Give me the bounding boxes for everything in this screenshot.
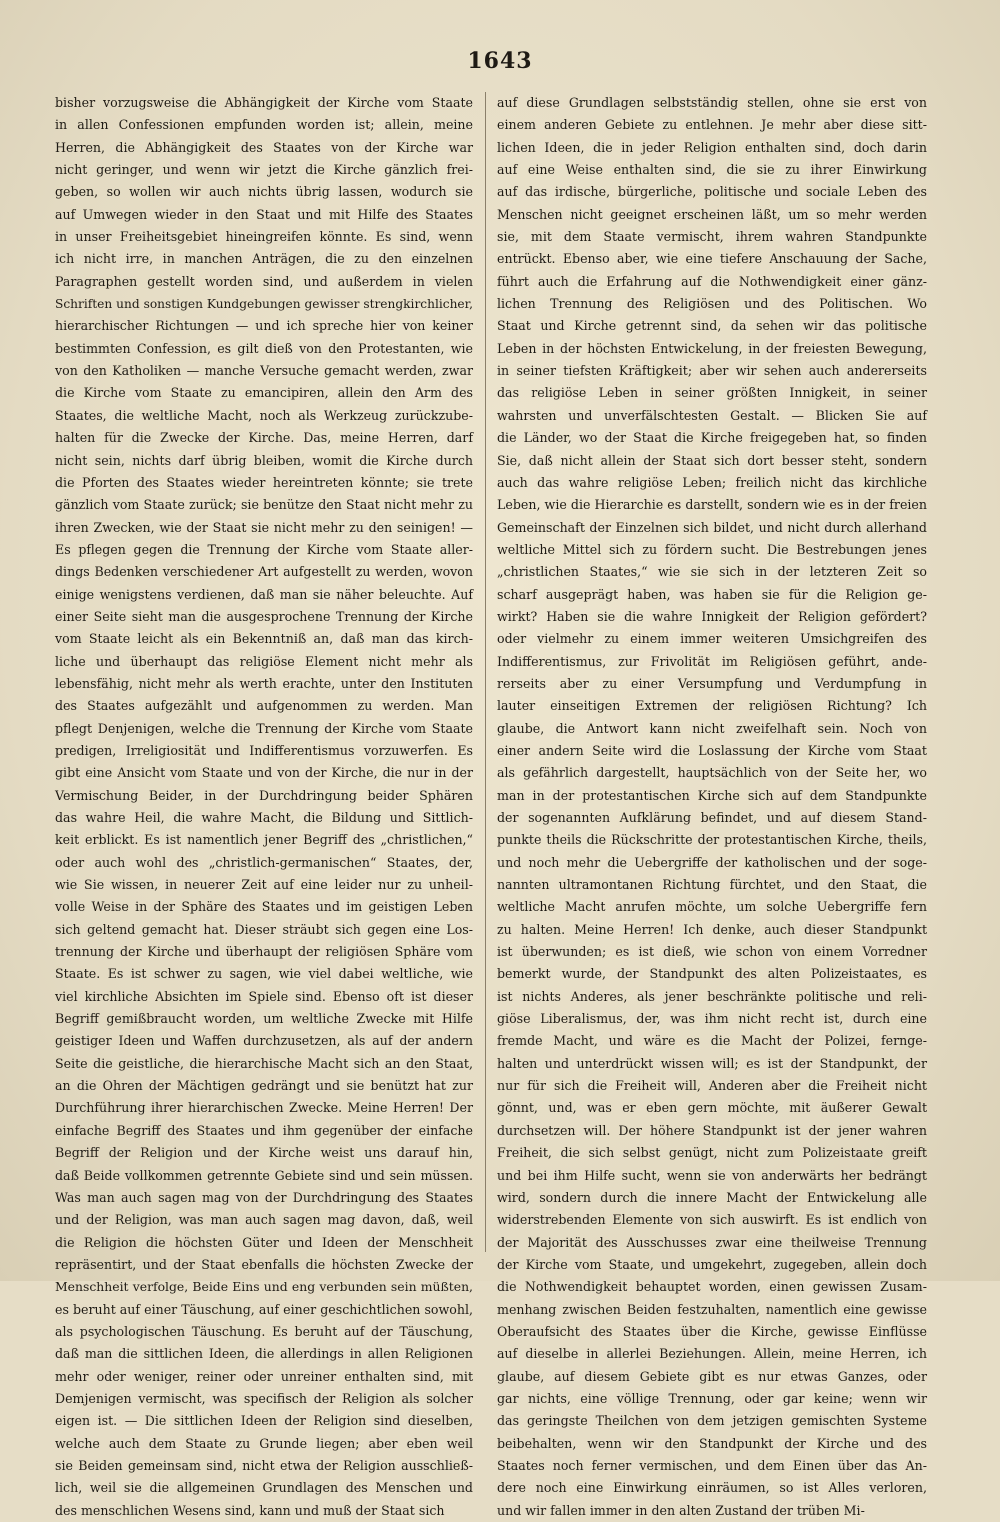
text-line: ich nicht irre, in manchen Anträgen, die zu den einzelnen [55,251,473,267]
text-line: lauter einseitigen Extremen der religiösen Richtung? Ich [497,698,927,714]
text-line: des Staates aufgezählt und aufgenommen zu werden. Man [55,698,473,714]
text-line: der Kirche vom Staate, und umgekehrt, zugegeben, allein doch [497,1256,927,1272]
text-line: nicht sein, nichts darf übrig bleiben, womit die Kirche durch [55,452,473,468]
text-line: daß man die sittlichen Ideen, die allerdings in allen Religionen [55,1346,473,1362]
text-line: durchsetzen will. Der höhere Standpunkt ist der jener wahren [497,1122,927,1138]
text-line: punkte theils die Rückschritte der protestantischen Kirche, theils, [497,832,927,848]
text-line: pflegt Denjenigen, welche die Trennung der Kirche vom Staate [55,720,473,736]
left-text-column [55,92,473,1518]
text-line: und wir fallen immer in den alten Zustand der trüben Mi- [497,1502,865,1518]
text-line: der Majorität des Ausschusses zwar eine theilweise Trennung [497,1234,927,1250]
text-line: an die Ohren der Mächtigen gedrängt und sie benützt hat zur [55,1078,473,1094]
text-line: oder auch wohl des „christlich-germanischen“ Staates, der, [55,854,473,870]
text-line: einer andern Seite wird die Loslassung der Kirche vom Staat [497,742,927,758]
text-line: gibt eine Ansicht vom Staate und von der Kirche, die nur in der [55,765,473,781]
text-line: volle Weise in der Sphäre des Staates und im geistigen Leben [55,899,473,915]
text-line: geben, so wollen wir auch nichts übrig lassen, wodurch sie [55,184,473,200]
text-line: und bei ihm Hilfe sucht, wenn sie von anderwärts her bedrängt [497,1167,927,1183]
text-line: Staat und Kirche getrennt sind, da sehen wir das politische [497,318,927,334]
text-line: Indifferentismus, zur Frivolität im Religiösen geführt, ande- [497,653,927,669]
text-line: Staates noch ferner vermischen, und dem Einen über das An- [497,1457,927,1473]
text-line: in unser Freiheitsgebiet hineingreifen könnte. Es sind, wenn [55,229,473,245]
text-line: Freiheit, die sich selbst genügt, nicht zum Polizeistaate greift [497,1145,927,1161]
text-line: oder vielmehr zu einem immer weiteren Umsichgreifen des [497,631,927,647]
text-line: einige wenigstens verdienen, daß man sie näher beleuchte. Auf [55,586,473,602]
text-line: bemerkt wurde, der Standpunkt des alten Polizeistaates, es [497,966,927,982]
text-line: als gefährlich dargestellt, hauptsächlich von der Seite her, wo [497,765,927,781]
text-line: des menschlichen Wesens sind, kann und muß der Staat sich [55,1502,445,1518]
text-line: der sogenannten Aufklärung befindet, und auf diesem Stand- [497,810,927,825]
text-line: lebensfähig, nicht mehr als werth erachte, unter den Instituten [55,675,473,691]
text-line: Seite die geistliche, die hierarchische Macht sich an den Staat, [55,1055,473,1071]
text-line: halten für die Zwecke der Kirche. Das, meine Herren, darf [55,430,473,446]
text-line: es beruht auf einer Täuschung, auf einer geschichtlichen sowohl, [55,1301,473,1317]
column-divider [485,92,486,1252]
text-line: mehr oder weniger, reiner oder unreiner enthalten sind, mit [55,1368,473,1384]
text-line: geistiger Ideen und Waffen durchzusetzen, als auf der andern [55,1033,473,1049]
text-line: man in der protestantischen Kirche sich auf dem Standpunkte [497,787,927,803]
text-line: das wahre Heil, die wahre Macht, die Bildung und Sittlich- [55,810,473,825]
text-line: bestimmten Confession, es gilt dieß von den Protestanten, wie [55,340,473,356]
text-line: menhang zwischen Beiden festzuhalten, namentlich eine gewisse [497,1301,927,1317]
text-line: einem anderen Gebiete zu entlehnen. Je mehr aber diese sitt- [497,117,927,133]
text-line: auf eine Weise enthalten sind, die sie zu ihrer Einwirkung [497,162,927,178]
text-line: die Pforten des Staates wieder hereintreten könnte; sie trete [55,474,473,490]
text-line: wirkt? Haben sie die wahre Innigkeit der Religion gefördert? [497,608,927,624]
text-line: Es pflegen gegen die Trennung der Kirche vom Staate aller- [55,541,473,557]
text-line: auf dieselbe in allerlei Beziehungen. Allein, meine Herren, ich [497,1346,927,1362]
text-line: entrückt. Ebenso aber, wie eine tiefere Anschauung der Sache, [497,251,927,267]
text-line: lichen Trennung des Religiösen und des Politischen. Wo [497,296,927,312]
text-line: ist überwunden; es ist dieß, wie schon von einem Vorredner [497,944,927,960]
text-line: sich geltend gemacht hat. Dieser sträubt sich gegen eine Los- [55,921,473,937]
text-line: gar nichts, eine völlige Trennung, oder gar keine; wenn wir [497,1390,927,1406]
text-line: auf das irdische, bürgerliche, politische und sociale Leben des [497,184,927,200]
text-line: Leben, wie die Hierarchie es darstellt, sondern wie es in der freien [497,497,927,513]
text-line: glaube, auf diesem Gebiete gibt es nur etwas Ganzes, oder [497,1368,927,1384]
text-line: wird, sondern durch die innere Macht der Entwickelung alle [497,1189,927,1205]
text-line: das religiöse Leben in seiner größten Innigkeit, in seiner [497,385,927,401]
text-line: Staate. Es ist schwer zu sagen, wie viel dabei weltliche, wie [55,966,473,982]
text-line: hierarchischer Richtungen — und ich spreche hier von keiner [55,318,473,334]
text-line: Leben in der höchsten Entwickelung, in der freiesten Bewegung, [497,340,927,356]
text-line: das geringste Theilchen von dem jetzigen gemischten Systeme [497,1413,927,1429]
text-line: führt auch die Erfahrung auf die Nothwendigkeit einer gänz- [497,273,927,289]
text-line: Paragraphen gestellt worden sind, und außerdem in vielen [55,273,473,289]
text-line: Begriff gemißbraucht worden, um weltliche Zwecke mit Hilfe [55,1011,473,1027]
text-line: predigen, Irreligiosität und Indifferentismus vorzuwerfen. Es [55,742,473,758]
text-line: die Religion die höchsten Güter und Ideen der Menschheit [55,1234,473,1250]
text-line: Menschen nicht geeignet erscheinen läßt, um so mehr werden [497,206,927,222]
text-line: die Nothwendigkeit behauptet worden, einen gewissen Zusam- [497,1279,927,1295]
text-line: wie Sie wissen, in neuerer Zeit auf eine leider nur zu unheil- [55,877,473,893]
text-line: Durchführung ihrer hierarchischen Zwecke. Meine Herren! Der [55,1100,473,1116]
text-line: welche auch dem Staate zu Grunde liegen; aber eben weil [55,1435,473,1451]
text-line: nannten ultramontanen Richtung fürchtet, und den Staat, die [497,877,927,893]
text-line: Vermischung Beider, in der Durchdringung beider Sphären [55,787,473,803]
text-line: auf Umwegen wieder in den Staat und mit Hilfe des Staates [55,206,473,222]
text-line: nicht geringer, und wenn wir jetzt die Kirche gänzlich frei- [55,162,473,178]
text-line: als psychologischen Täuschung. Es beruht auf der Täuschung, [55,1323,473,1339]
text-line: Demjenigen vermischt, was specifisch der Religion als solcher [55,1390,473,1406]
text-line: ist nichts Anderes, als jener beschränkte politische und reli- [497,988,927,1004]
right-text-column [497,92,927,1518]
text-line: giöse Liberalismus, der, was ihm nicht recht ist, durch eine [497,1011,927,1027]
text-line: keit erblickt. Es ist namentlich jener Begriff des „christlichen,“ [55,832,473,848]
text-line: von den Katholiken — manche Versuche gemacht werden, zwar [55,363,473,379]
text-line: gönnt, und, was er eben gern möchte, mit äußerer Gewalt [497,1100,927,1116]
text-line: in allen Confessionen empfunden worden ist; allein, meine [55,117,473,133]
text-line: sie, mit dem Staate vermischt, ihrem wahren Standpunkte [497,229,927,245]
text-line: lichen Ideen, die in jeder Religion enthalten sind, doch darin [497,139,927,155]
text-line: auch das wahre religiöse Leben; freilich nicht das kirchliche [497,474,927,490]
text-line: lich, weil sie die allgemeinen Grundlagen des Menschen und [55,1480,473,1496]
text-line: vom Staate leicht als ein Bekenntniß an, daß man das kirch- [55,631,473,647]
text-line: wahrsten und unverfälschtesten Gestalt. — Blicken Sie auf [497,407,927,423]
text-line: trennung der Kirche und überhaupt der religiösen Sphäre vom [55,944,473,960]
text-line: Menschheit verfolge, Beide Eins und eng verbunden sein müßten, [55,1279,473,1295]
text-line: liche und überhaupt das religiöse Element nicht mehr als [55,653,473,669]
text-line: Begriff der Religion und der Kirche weist uns darauf hin, [55,1145,473,1161]
text-line: dere noch eine Einwirkung einräumen, so ist Alles verloren, [497,1480,927,1496]
text-line: Sie, daß nicht allein der Staat sich dort besser steht, sondern [497,452,927,468]
text-line: repräsentirt, und der Staat ebenfalls die höchsten Zwecke der [55,1256,473,1272]
text-line: dings Bedenken verschiedener Art aufgestellt zu werden, wovon [55,564,473,580]
text-line: weltliche Mittel sich zu fördern sucht. Die Bestrebungen jenes [497,541,927,557]
text-line: daß Beide vollkommen getrennte Gebiete sind und sein müssen. [55,1167,473,1183]
text-line: rerseits aber zu einer Versumpfung und Verdumpfung in [497,675,927,691]
text-line: zu halten. Meine Herren! Ich denke, auch dieser Standpunkt [497,921,927,937]
text-line: gänzlich vom Staate zurück; sie benütze den Staat nicht mehr zu [55,497,473,513]
text-line: Oberaufsicht des Staates über die Kirche, gewisse Einflüsse [497,1323,927,1339]
text-line: fremde Macht, und wäre es die Macht der Polizei, fernge- [497,1033,927,1049]
text-line: Staates, die weltliche Macht, noch als Werkzeug zurückzube- [55,407,473,423]
text-line: bisher vorzugsweise die Abhängigkeit der Kirche vom Staate [55,95,473,110]
text-line: viel kirchliche Absichten im Spiele sind. Ebenso oft ist dieser [55,988,473,1004]
text-line: ihren Zwecken, wie der Staat sie nicht mehr zu den seinigen! — [55,519,473,535]
text-line: in seiner tiefsten Kräftigkeit; aber wir sehen auch andererseits [497,363,927,379]
text-line: weltliche Macht anrufen möchte, um solche Uebergriffe fern [497,899,927,915]
text-line: auf diese Grundlagen selbstständig stellen, ohne sie erst von [497,95,927,110]
text-line: einer Seite sieht man die ausgesprochene Trennung der Kirche [55,608,473,624]
text-line: halten und unterdrückt wissen will; es ist der Standpunkt, der [497,1055,927,1071]
text-line: beibehalten, wenn wir den Standpunkt der Kirche und des [497,1435,927,1451]
text-line: scharf ausgeprägt haben, was haben sie für die Religion ge- [497,586,927,602]
text-line: Schriften und sonstigen Kundgebungen gewisser strengkirchlicher, [55,297,473,312]
text-line: Herren, die Abhängigkeit des Staates von der Kirche war [55,139,473,155]
text-line: und der Religion, was man auch sagen mag davon, daß, weil [55,1212,473,1228]
page-number: 1643 [467,48,533,74]
text-line: und noch mehr die Uebergriffe der katholischen und der soge- [497,854,927,870]
text-line: nur für sich die Freiheit will, Anderen aber die Freiheit nicht [497,1078,927,1094]
text-line: „christlichen Staates,“ wie sie sich in der letzteren Zeit so [497,564,927,580]
text-line: eigen ist. — Die sittlichen Ideen der Religion sind dieselben, [55,1413,473,1429]
text-line: sie Beiden gemeinsam sind, nicht etwa der Religion ausschließ- [55,1457,473,1473]
text-line: Gemeinschaft der Einzelnen sich bildet, und nicht durch allerhand [497,519,927,535]
text-line: Was man auch sagen mag von der Durchdringung des Staates [55,1189,473,1205]
text-line: die Länder, wo der Staat die Kirche freigegeben hat, so finden [497,430,927,446]
text-line: widerstrebenden Elemente von sich auswirft. Es ist endlich von [497,1212,927,1228]
text-line: glaube, die Antwort kann nicht zweifelhaft sein. Noch von [497,720,927,736]
text-line: die Kirche vom Staate zu emancipiren, allein den Arm des [55,385,473,401]
text-line: einfache Begriff des Staates und ihm gegenüber der einfache [55,1122,473,1138]
